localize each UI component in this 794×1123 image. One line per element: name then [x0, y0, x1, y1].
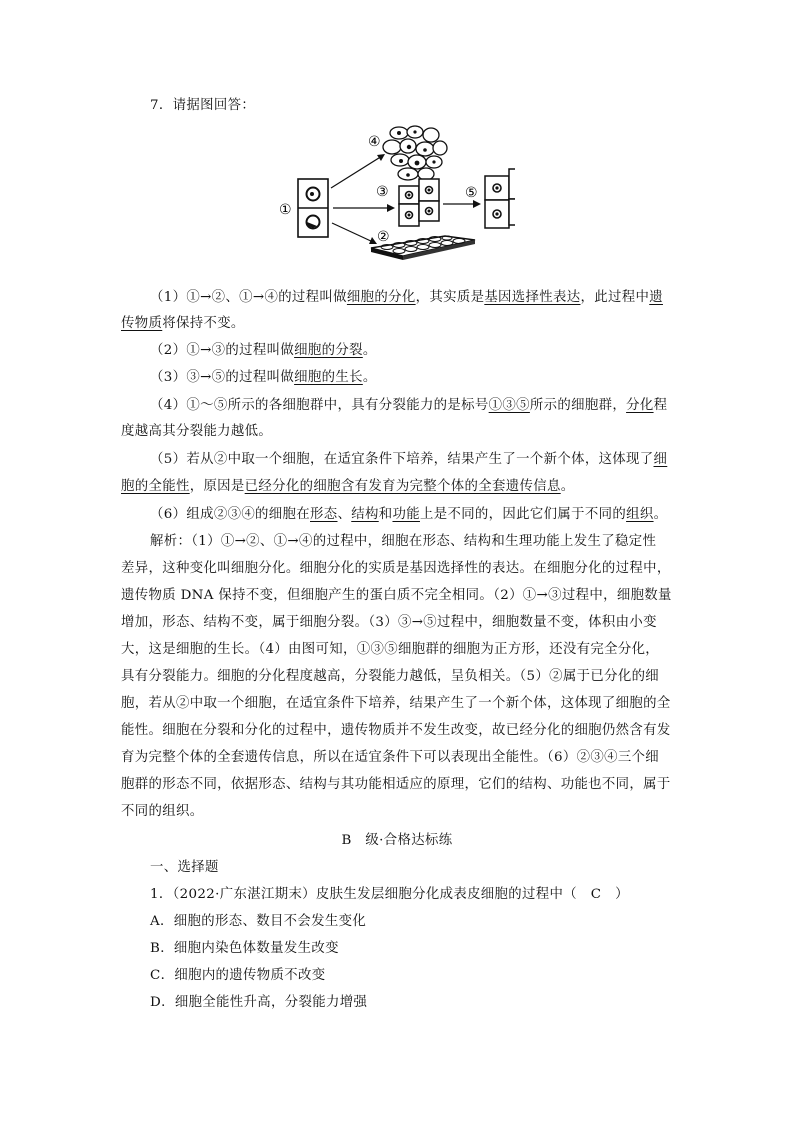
label-3: ③ — [376, 184, 389, 200]
analysis-line: 胞群的形态不同，依据形态、结构与其功能相适应的原理，它们的结构、功能也不同，属于 — [121, 777, 671, 792]
answer-blank: 组织 — [626, 507, 654, 522]
answer-blank: 细胞的分裂 — [294, 343, 363, 358]
answer-blank: 已经分化的细胞含有发育为完整个体的全套遗传信息 — [244, 479, 561, 494]
answer-3: （3）③→⑤的过程叫做细胞的生长。 — [150, 370, 377, 385]
label-5: ⑤ — [465, 185, 478, 201]
cell-group-5 — [485, 169, 515, 228]
answer-5-line-2: 胞的全能性，原因是已经分化的细胞含有发育为完整个体的全套遗传信息。 — [121, 479, 575, 494]
option-d: D．细胞全能性升高，分裂能力增强 — [150, 995, 368, 1010]
answer-4-line-2: 度越高其分裂能力越低。 — [121, 424, 273, 439]
section-heading: B 级·合格达标练 — [341, 833, 453, 848]
label-4: ④ — [368, 134, 381, 150]
analysis-line: 增加，形态、结构不变，属于细胞分裂。（3）③→⑤过程中，细胞数量不变，体积由小变 — [121, 615, 657, 630]
analysis-line: 胞，若从②中取一个细胞，在适宜条件下培养，结果产生了一个新个体，这体现了细胞的全 — [121, 696, 671, 711]
analysis-line: 大，这是细胞的生长。（4）由图可知，①③⑤细胞群的细胞为正方形，还没有完全分化， — [121, 642, 660, 657]
answer-blank: 功能 — [392, 507, 420, 522]
analysis-line: 差异，这种变化叫细胞分化。细胞分化的实质是基因选择性的表达。在细胞分化的过程中， — [121, 561, 671, 576]
analysis-line: 育为完整个体的全套遗传信息，所以在适宜条件下可以表现出全能性。（6）②③④三个细 — [121, 750, 660, 765]
answer-blank: 传物质 — [121, 316, 163, 331]
answer-2: （2）①→③的过程叫做细胞的分裂。 — [150, 343, 377, 358]
answer-blank: ①③⑤ — [488, 398, 530, 413]
cell-group-4 — [383, 126, 447, 180]
option-c: C．细胞内的遗传物质不改变 — [150, 968, 326, 983]
answer-blank: 基因选择性表达 — [484, 290, 581, 305]
cell-diagram-svg — [275, 124, 515, 260]
answer-4-line-1: （4）①～⑤所示的各细胞群中，具有分裂能力的是标号①③⑤所示的细胞群，分化程 — [150, 398, 668, 413]
label-2: ② — [377, 229, 390, 245]
answer-blank: 遗 — [649, 290, 663, 305]
analysis-line: 解析：（1）①→②、①→④的过程中，细胞在形态、结构和生理功能上发生了稳定性 — [150, 534, 657, 549]
option-a: A．细胞的形态、数目不会发生变化 — [150, 914, 367, 929]
answer-blank: 细胞的生长 — [294, 370, 363, 385]
label-1: ① — [279, 202, 292, 218]
analysis-line: 具有分裂能力。细胞的分化程度越高，分裂能力越低，呈负相关。（5）②属于已分化的细 — [121, 669, 660, 684]
answer-5-line-1: （5）若从②中取一个细胞，在适宜条件下培养，结果产生了一个新个体，这体现了细 — [150, 452, 668, 467]
answer-blank: 分化 — [626, 398, 654, 413]
answer-1-line-1: （1）①→②、①→④的过程叫做细胞的分化，其实质是基因选择性表达，此过程中遗 — [150, 290, 663, 305]
part-heading: 一、选择题 — [150, 860, 219, 875]
analysis-line: 遗传物质 DNA 保持不变，但细胞产生的蛋白质不完全相同。（2）①→③过程中，细胞数量 — [121, 588, 672, 603]
cell-differentiation-figure — [275, 124, 515, 260]
cell-group-3 — [399, 179, 439, 226]
answer-1-line-2: 传物质将保持不变。 — [121, 316, 245, 331]
analysis-line: 不同的组织。 — [121, 804, 204, 819]
question-title: 7．请据图回答： — [150, 98, 256, 113]
answer-blank: 结构 — [351, 507, 379, 522]
answer-blank: 形态 — [310, 507, 338, 522]
option-b: B．细胞内染色体数量发生改变 — [150, 941, 339, 956]
analysis-line: 能性。细胞在分裂和分化的过程中，遗传物质并不发生改变，故已经分化的细胞仍然含有发 — [121, 723, 671, 738]
answer-6: （6）组成②③④的细胞在形态、结构和功能上是不同的，因此它们属于不同的组织。 — [150, 507, 668, 522]
answer-blank: 细胞的分化 — [346, 290, 416, 305]
answer-blank: 细 — [653, 452, 668, 467]
answer-blank: 胞的全能性 — [121, 479, 190, 494]
question-1-stem: 1．（2022·广东湛江期末）皮肤生发层细胞分化成表皮细胞的过程中（ C ） — [150, 887, 629, 902]
